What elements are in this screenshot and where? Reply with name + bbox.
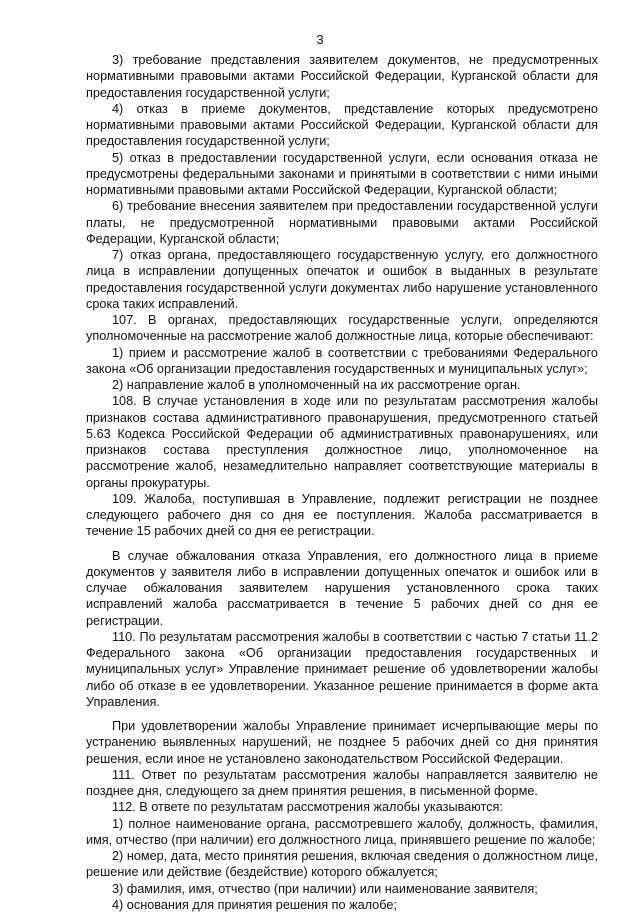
paragraph: 3) требование представления заявителем документов, не предусмотренных нормативными правовыми актами Российской Федерации, Курганской области для предоставления государственной услуги;: [86, 53, 598, 100]
paragraph: 6) требование внесения заявителем при предоставлении государственной услуги платы, не предусмотренной нормативными правовыми актами Российской Федерации, Курганской области;: [86, 199, 598, 246]
paragraph: 7) отказ органа, предоставляющего государственную услугу, его должностного лица в исправлении допущенных опечаток и ошибок в выданных в результате предоставления государственной услуги документах либо нарушение установленного срока таких исправлений.: [86, 248, 598, 311]
paragraph: 1) прием и рассмотрение жалоб в соответствии с требованиями Федерального закона «Об организации предоставления государственных и муниципальных услуг»;: [86, 345, 598, 376]
paragraph: 4) основания для принятия решения по жалобе;: [112, 897, 397, 912]
paragraph: 3) фамилия, имя, отчество (при наличии) или наименование заявителя;: [112, 881, 538, 896]
paragraph: 2) номер, дата, место принятия решения, включая сведения о должностном лице, решение или действие (бездействие) которого обжалуется;: [86, 849, 598, 880]
paragraph: 111. Ответ по результатам рассмотрения жалобы направляется заявителю не позднее дня, следующего за днем принятия решения, в письменной форме.: [86, 767, 598, 798]
paragraph: 4) отказ в приеме документов, представление которых предусмотрено нормативными правовыми актами Российской Федерации, Курганской области для предоставления государственной услуги;: [86, 101, 598, 149]
paragraph: 109. Жалоба, поступившая в Управление, подлежит регистрации не позднее следующего рабочего дня со дня ее поступления. Жалоба рассматривается в течение 15 рабочих дней со дня ее регистрации.: [86, 491, 598, 539]
paragraph: 112. В ответе по результатам рассмотрения жалобы указываются:: [112, 800, 503, 815]
paragraph: 110. По результатам рассмотрения жалобы в соответствии с частью 7 статьи 11.2 Федерального закона «Об организации предоставления государственных и муниципальных услуг» Управление принимает решение об удовлетворении жалобы либо об отказе в ее удовлетворении. Указанное решение принимается в форме акта Управления.: [86, 629, 598, 709]
document-body: [86, 52, 598, 913]
paragraph: 1) полное наименование органа, рассмотревшего жалобу, должность, фамилия, имя, отчество (при наличии) его должностного лица, принявшего решение по жалобе;: [86, 816, 598, 847]
paragraph: При удовлетворении жалобы Управление принимает исчерпывающие меры по устранению выявленных нарушений, не позднее 5 рабочих дней со дня принятия решения, если иное не установлено законодательством Российской Федерации.: [86, 719, 598, 766]
page-number: 3: [316, 32, 324, 47]
paragraph: 5) отказ в предоставлении государственной услуги, если основания отказа не предусмотрены федеральными законами и принятыми в соответствии с ними иными нормативными правовыми актами Российской Федерации, Курганской области;: [86, 150, 598, 197]
paragraph: 108. В случае установления в ходе или по результатам рассмотрения жалобы признаков состава административного правонарушения, предусмотренного статьей 5.63 Кодекса Российской Федерации об административных правонарушениях, или признаков состава преступления должностное лицо, уполномоченное на рассмотрение жалоб, незамедлительно направляет соответствующие материалы в органы прокуратуры.: [86, 394, 598, 490]
paragraph: В случае обжалования отказа Управления, его должностного лица в приеме документов у заявителя либо в исправлении допущенных опечаток и ошибок или в случае обжалования заявителем нарушения установленного срока таких исправлений жалоба рассматривается в течение 5 рабочих дней со дня ее регистрации.: [86, 548, 598, 628]
paragraph: 107. В органах, предоставляющих государственные услуги, определяются уполномоченные на рассмотрение жалоб должностные лица, которые обеспечивают:: [86, 313, 598, 344]
paragraph: 2) направление жалоб в уполномоченный на их рассмотрение орган.: [112, 378, 521, 392]
